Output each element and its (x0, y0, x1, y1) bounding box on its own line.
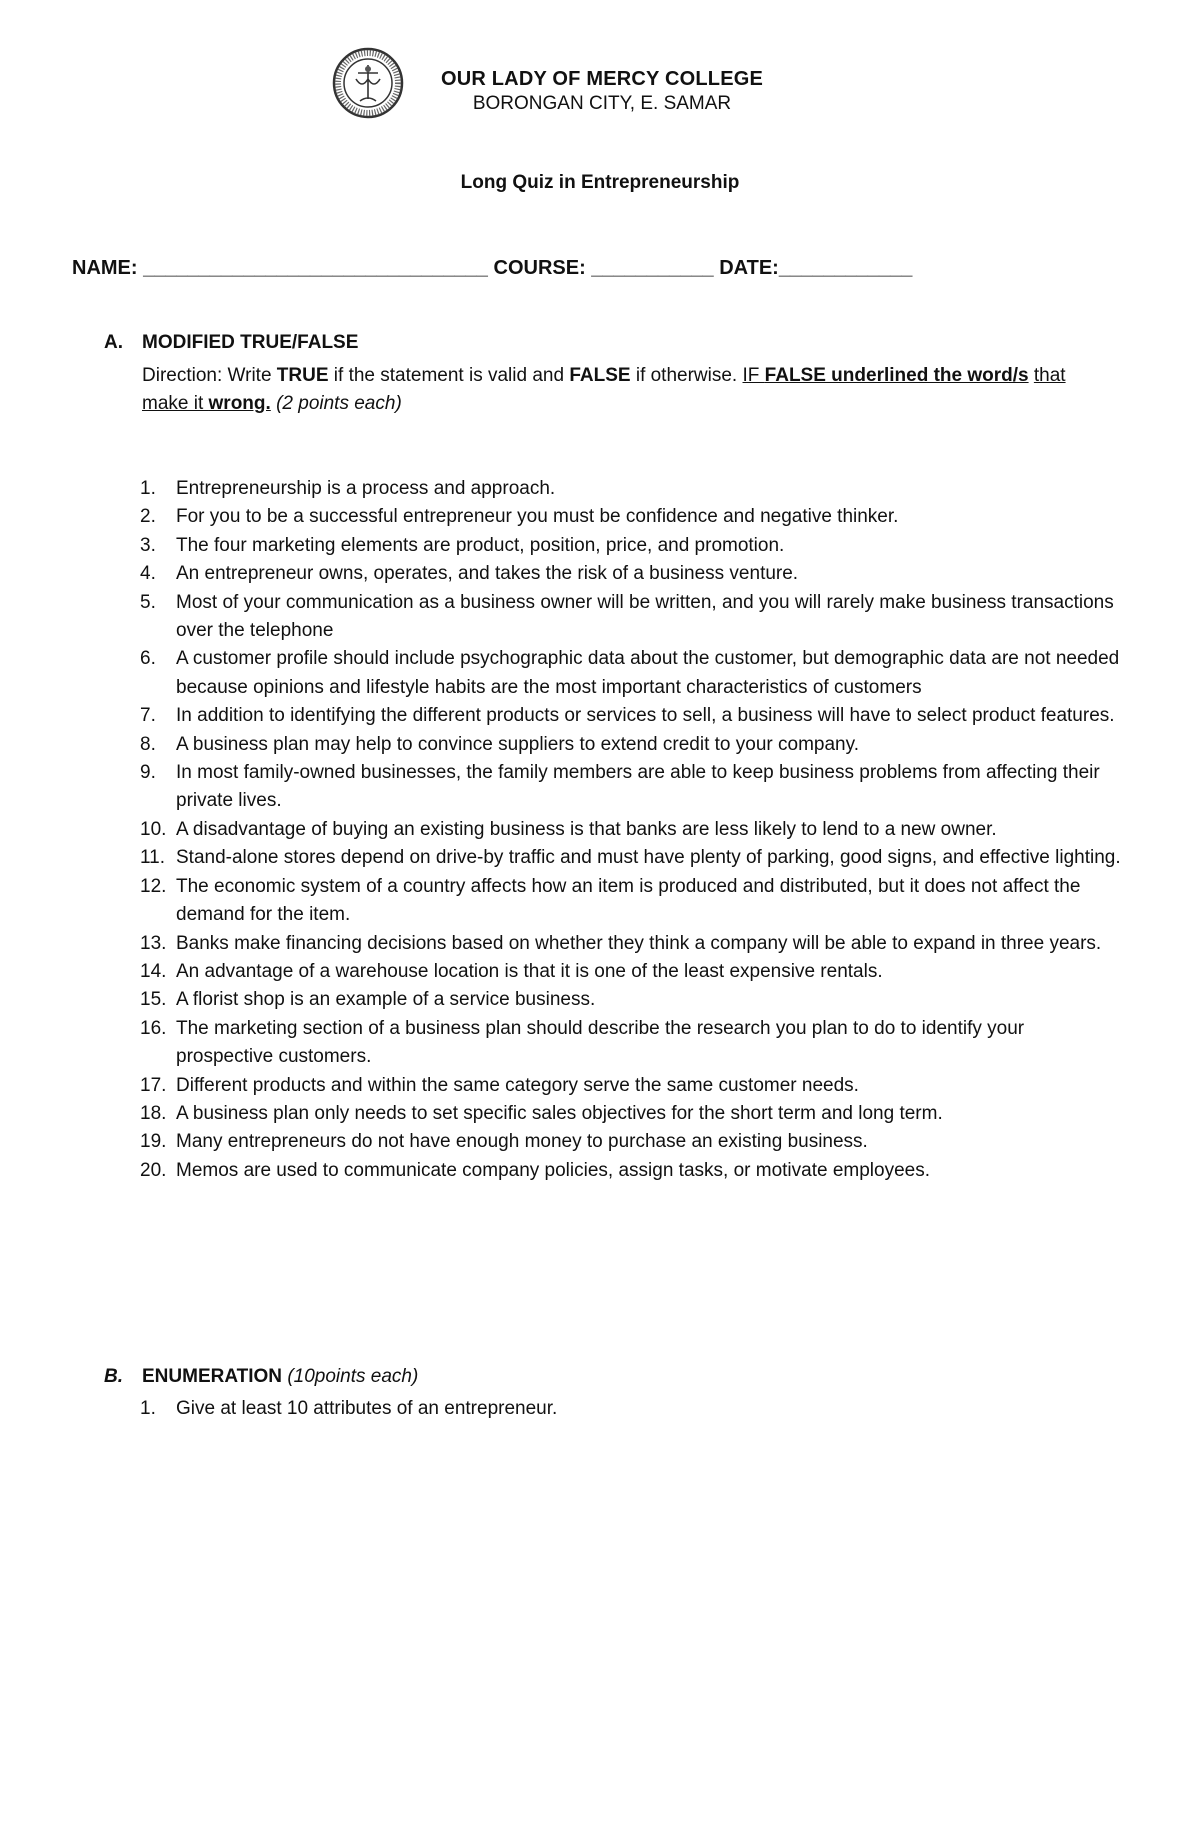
date-blank[interactable]: ____________ (778, 257, 913, 279)
direction-text: Direction: Write (142, 365, 277, 386)
true-false-item (0, 532, 1126, 560)
true-false-item (0, 1157, 1126, 1185)
true-false-item (0, 1128, 1126, 1156)
college-city: BORONGAN CITY, E. SAMAR (472, 93, 732, 114)
true-false-item (0, 503, 1126, 531)
section-b-title: ENUMERATION (142, 1366, 283, 1387)
college-name: OUR LADY OF MERCY COLLEGE (440, 68, 764, 90)
true-false-item-number: 6. (140, 648, 156, 670)
true-false-item-number: 17. (140, 1074, 167, 1096)
true-false-item-number: 18. (140, 1102, 167, 1124)
true-false-item-text: In addition to identifying the different products or services to sell, a business will have to select product features. (176, 705, 1115, 727)
true-false-item-text: Most of your communication as a business owner will be written, and you will rarely make business transactions over the telephone (176, 591, 1114, 642)
section-b-letter: B. (104, 1366, 123, 1387)
true-false-item-number: 5. (140, 591, 156, 613)
direction-make-it: make it (142, 393, 209, 414)
direction-true: TRUE (276, 365, 329, 386)
college-header (370, 68, 834, 115)
enumeration-item-number: 1. (140, 1398, 156, 1419)
true-false-item-number: 19. (140, 1131, 167, 1153)
true-false-item-text: An advantage of a warehouse location is that it is one of the least expensive rentals. (176, 960, 883, 982)
section-a-direction (142, 362, 1092, 418)
true-false-item (0, 702, 1126, 730)
true-false-item (0, 930, 1126, 958)
true-false-item-number: 11. (140, 847, 166, 869)
name-label: NAME: (72, 257, 138, 279)
enumeration-items (0, 1395, 1200, 1423)
true-false-item (0, 759, 1126, 816)
true-false-item (0, 589, 1126, 646)
direction-that: that (1033, 365, 1066, 386)
course-blank[interactable]: ___________ (591, 257, 714, 279)
direction-if: IF (742, 365, 765, 386)
true-false-item (0, 645, 1126, 702)
quiz-title-text: Long Quiz in Entrepreneurship (460, 172, 740, 193)
direction-underline-instruction: FALSE underlined the word/s (764, 365, 1029, 386)
true-false-item (0, 873, 1126, 930)
true-false-item-text: The four marketing elements are product, position, price, and promotion. (176, 534, 785, 556)
direction-text: if otherwise. (630, 365, 743, 386)
section-a-letter: A. (104, 332, 123, 353)
true-false-item-text: Many entrepreneurs do not have enough money to purchase an existing business. (176, 1131, 868, 1153)
true-false-item (0, 816, 1126, 844)
section-b-points: (10points each) (287, 1366, 419, 1387)
enumeration-item-text: Give at least 10 attributes of an entrepreneur. (176, 1398, 558, 1419)
true-false-item-text: Different products and within the same category serve the same customer needs. (176, 1074, 859, 1096)
true-false-item (0, 560, 1126, 588)
true-false-item-number: 13. (140, 932, 167, 954)
true-false-item-number: 7. (140, 705, 156, 727)
true-false-item-text: An entrepreneur owns, operates, and takes the risk of a business venture. (176, 563, 799, 585)
true-false-item-text: A disadvantage of buying an existing business is that banks are less likely to lend to a new owner. (176, 818, 997, 840)
section-a-title: MODIFIED TRUE/FALSE (142, 332, 359, 353)
true-false-items (0, 475, 1200, 1185)
true-false-item-text: Entrepreneurship is a process and approach. (176, 478, 556, 499)
true-false-item-text: The marketing section of a business plan should describe the research you plan to do to identify your prospective customers. (176, 1017, 1025, 1068)
direction-wrong: wrong. (208, 393, 271, 414)
true-false-item-number: 12. (140, 875, 167, 897)
true-false-item-text: The economic system of a country affects how an item is produced and distributed, but it does not affect the demand for the item. (176, 875, 1081, 926)
true-false-item (0, 1072, 1126, 1100)
true-false-item-number: 20. (140, 1159, 167, 1181)
true-false-item-text: Banks make financing decisions based on whether they think a company will be able to expand in three years. (176, 932, 1102, 954)
true-false-item-text: A customer profile should include psychographic data about the customer, but demographic data are not needed because opinions and lifestyle habits are the most important characteristics of customers (176, 648, 1120, 698)
true-false-item (0, 1015, 1126, 1072)
true-false-item-number: 16. (140, 1017, 167, 1039)
true-false-item-number: 9. (140, 762, 156, 784)
true-false-item-number: 2. (140, 506, 156, 528)
true-false-item (0, 731, 1126, 759)
date-label: DATE: (719, 257, 779, 279)
true-false-item-number: 1. (140, 478, 156, 499)
name-blank[interactable]: _______________________________ (143, 257, 488, 279)
true-false-item-number: 3. (140, 534, 156, 556)
true-false-item-text: For you to be a successful entrepreneur you must be confidence and negative thinker. (176, 506, 899, 528)
true-false-item-text: Stand-alone stores depend on drive-by traffic and must have plenty of parking, good signs, and effective lighting. (176, 847, 1121, 869)
true-false-item-number: 4. (140, 563, 156, 585)
true-false-item-number: 8. (140, 733, 156, 755)
true-false-item-number: 14. (140, 960, 167, 982)
student-info-fields (72, 257, 912, 280)
true-false-item-number: 15. (140, 989, 167, 1011)
course-label: COURSE: (493, 257, 586, 279)
true-false-item-text: A florist shop is an example of a service business. (176, 989, 596, 1011)
quiz-title (0, 172, 1200, 194)
direction-false: FALSE (569, 365, 631, 386)
enumeration-item (0, 1395, 1200, 1423)
true-false-item (0, 986, 1126, 1014)
true-false-item (0, 844, 1126, 872)
true-false-item-text: Memos are used to communicate company policies, assign tasks, or motivate employees. (176, 1159, 930, 1181)
direction-points: (2 points each) (270, 393, 402, 414)
section-b-title-wrap (142, 1366, 418, 1388)
direction-text: if the statement is valid and (328, 365, 570, 386)
true-false-item (0, 475, 1126, 503)
true-false-item (0, 1100, 1126, 1128)
true-false-item (0, 958, 1126, 986)
true-false-item-number: 10. (140, 818, 167, 840)
true-false-item-text: In most family-owned businesses, the family members are able to keep business problems from affecting their private lives. (176, 762, 1100, 812)
true-false-item-text: A business plan only needs to set specific sales objectives for the short term and long term. (176, 1102, 943, 1124)
true-false-item-text: A business plan may help to convince suppliers to extend credit to your company. (176, 733, 859, 755)
